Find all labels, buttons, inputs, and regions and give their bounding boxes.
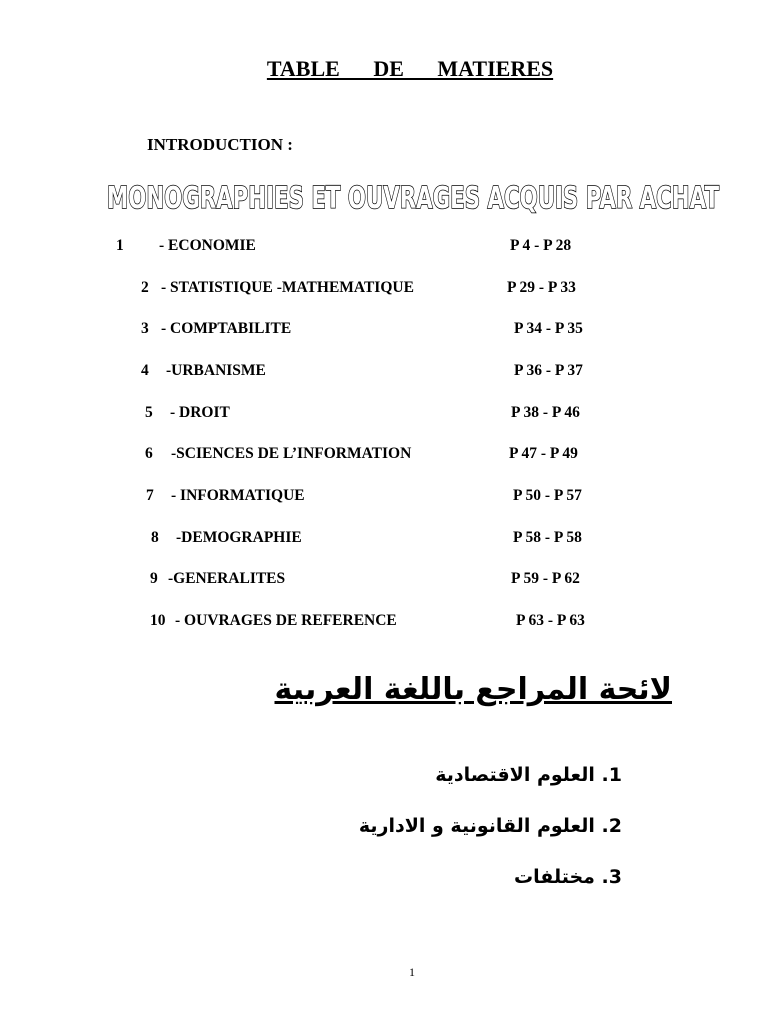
toc-row-label: - STATISTIQUE -MATHEMATIQUE	[161, 279, 414, 296]
toc-row-pages: P 4 - P 28	[510, 237, 572, 254]
toc-row-label: -GENERALITES	[168, 570, 286, 587]
toc-row-pages: P 29 - P 33	[507, 279, 576, 296]
toc-row-number: 3	[141, 320, 149, 337]
toc-row-pages: P 36 - P 37	[514, 362, 583, 379]
toc-row-number: 2	[141, 279, 149, 296]
toc-row-label: -DEMOGRAPHIE	[176, 529, 302, 546]
arabic-item-number: 3.	[601, 866, 622, 888]
toc-row-number: 7	[146, 487, 154, 504]
toc-row-pages: P 34 - P 35	[514, 320, 583, 337]
toc-row[interactable]	[145, 445, 625, 465]
toc-row[interactable]	[116, 237, 616, 257]
toc-row-pages: P 50 - P 57	[513, 487, 582, 504]
toc-row-pages: P 59 - P 62	[511, 570, 580, 587]
toc-row[interactable]	[141, 362, 621, 382]
toc-row-pages: P 38 - P 46	[511, 404, 580, 421]
toc-row-number: 5	[145, 404, 153, 421]
toc-row-number: 10	[150, 612, 166, 629]
toc-row-number: 9	[150, 570, 158, 587]
toc-row-label: - ECONOMIE	[159, 237, 256, 254]
page-title: TABLE DE MATIERES	[266, 56, 554, 81]
arabic-list-item[interactable]	[435, 764, 622, 786]
toc-row-pages: P 63 - P 63	[516, 612, 585, 629]
toc-row[interactable]	[141, 279, 621, 299]
arabic-references-heading: لائحة المراجع باللغة العربية	[274, 672, 672, 707]
toc-row-label: - DROIT	[170, 404, 230, 421]
toc-row-label: - INFORMATIQUE	[171, 487, 305, 504]
toc-row-label: -SCIENCES DE L’INFORMATION	[171, 445, 412, 462]
arabic-item-label: العلوم الاقتصادية	[435, 764, 595, 786]
page-number: 1	[409, 965, 415, 979]
introduction-heading: INTRODUCTION :	[147, 135, 293, 154]
toc-row-pages: P 47 - P 49	[509, 445, 578, 462]
arabic-item-label: مختلفات	[514, 866, 595, 888]
arabic-item-label: العلوم القانونية و الادارية	[358, 815, 595, 837]
toc-row-label: -URBANISME	[166, 362, 266, 379]
toc-row-label: - COMPTABILITE	[161, 320, 292, 337]
toc-row-number: 1	[116, 237, 124, 254]
toc-row-pages: P 58 - P 58	[513, 529, 582, 546]
arabic-list-item[interactable]	[359, 815, 622, 837]
toc-row[interactable]	[141, 320, 621, 340]
toc-row[interactable]	[150, 570, 630, 590]
section-banner-text: MONOGRAPHIES ET OUVRAGES ACQUIS PAR ACHAT	[107, 181, 720, 216]
toc-row[interactable]	[150, 612, 630, 632]
toc-row[interactable]	[151, 529, 631, 549]
toc-row[interactable]	[145, 404, 625, 424]
section-banner	[104, 178, 722, 214]
arabic-item-number: 1.	[601, 764, 622, 786]
toc-row-number: 4	[141, 362, 149, 379]
toc-row-number: 8	[151, 529, 159, 546]
toc-row-number: 6	[145, 445, 153, 462]
toc-row-label: - OUVRAGES DE REFERENCE	[175, 612, 397, 629]
toc-row[interactable]	[146, 487, 626, 507]
arabic-item-number: 2.	[601, 815, 622, 837]
arabic-list-item[interactable]	[514, 866, 622, 888]
